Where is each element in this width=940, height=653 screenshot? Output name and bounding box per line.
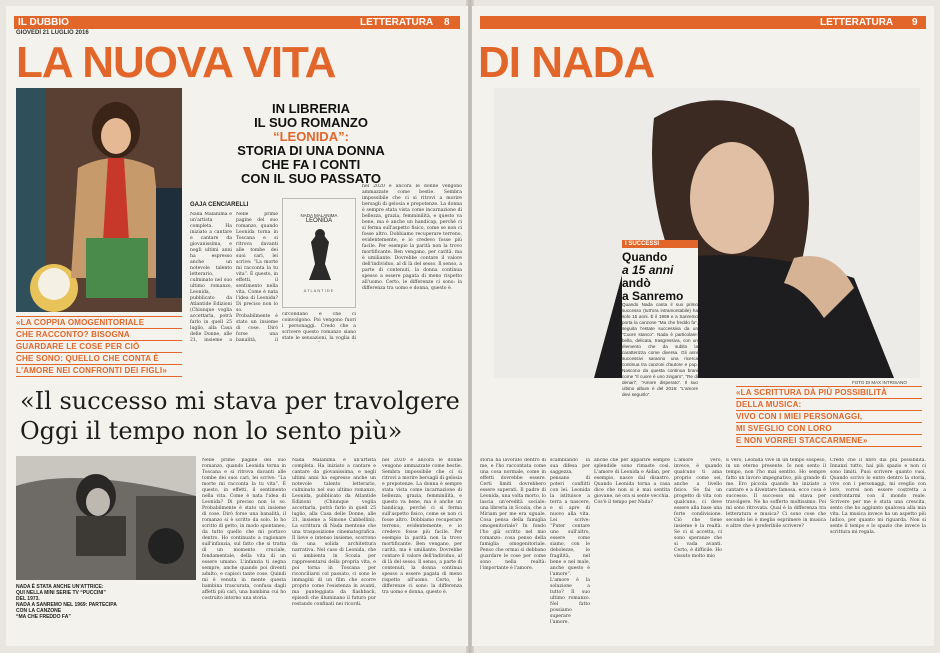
book-cover-title: LEONIDA <box>305 218 333 224</box>
page-number-right: 9 <box>912 17 918 28</box>
left-body-col-4: nel 2020 e ancora le donne vengono ammazzate come bestie. Sembra impossibile che ci si ritrovi a morire bersagli di gelosia e prepotenze. La donna è sempre stata vista come incarnazione di bellezza, grazia, femminilità, e questo va bene, ma è anche un handicap, perché ci si ferma sull'aspetto fisico, come se non ci fosse altro. Dobbiamo recuperare terreno, evidentemente, e io credevo fosse più facile. Per esempio la parità non la trovo mortificante. Ben vengano, per carità, ma è umiliante. Dovrebbe contare il valore dell'individuo, al di là del sesso. Il senso, a parte di contenuti, la donna continua spesso a essere pagata di meno rispetto all'uomo. Certo, le differenze ci sono: la differenza tra uomo e donna, questo è. <box>362 184 462 291</box>
left-pull-quote-line: GUARDARE LE COSE PER CIÒ <box>16 340 182 352</box>
nada-young-photo <box>16 88 182 312</box>
big-quote-line-1: «Il successo mi stava per travolgere <box>20 387 460 415</box>
right-body-col-5: E vero, Leonida vive in un tempo sospeso, in un eterno presente. Io non sento il tempo, non l'ho mai sentito. Ho sempre fatto un lavoro impegnativo, più grande di me. Ero piccola quando ho iniziato a cantare e a diventare famosa, ecco cosa è successo. Il successo mi stava per travolgere. Ne ho sofferto moltissimo. Poi mi sono ritrovata. Qual è la differenza tra letteratura e musica? Ci sono cose che secondo lei è meglio esprimere in musica e altre che è preferibile scrivere? <box>726 458 826 529</box>
book-cover <box>282 198 356 308</box>
caption-line: QUI NELLA MINI SERIE TV “PUCCINI” <box>16 590 106 596</box>
sidebar-title-line: Quando <box>622 250 668 264</box>
right-pull-quote-line: VIVO CON I MIEI PERSONAGGI, <box>736 410 922 422</box>
book-cover-author: NADA MALANIMA <box>300 213 338 218</box>
nada-portrait-photo <box>494 88 920 378</box>
nada-young-illustration <box>16 88 182 312</box>
kicker-line: IN LIBRERIA <box>272 101 350 116</box>
right-body-col-1: storia ha lavorato dentro di me, e l'ho raccontata come una cosa normale, come in effetti dovrebbe essere. Certi limiti dovrebbero essere superati. Il padre di Leonida, una volta morto, lo lascia un'eredità sociale: una libreria in Scozia, che a Miriam per me era uguale. Cosa pensa della famiglia omogenitoriale? In fondo l'ho già scritto nel mio romanzo: cosa penso della famiglia omogenitoriale. Penso che ormai si debbano guardare le cose per come sono nella realtà: l'importante è l'amore. <box>480 458 546 571</box>
left-body-col-7: nel 2020 e ancora le donne vengono ammazzate come bestie. Sembra impossibile che ci si ritrovi a morire bersagli di gelosia e prepotenze. La donna è sempre stata vista come incarnazione di bellezza, grazia, femminilità, e questo va bene, ma è anche un handicap, perché ci si ferma sull'aspetto fisico, come se non ci fosse altro. Dobbiamo recuperare terreno, evidentemente, e io credevo fosse più facile. Per esempio la parità non la trovo mortificante. Ben vengano, per carità, ma è umiliante. Dovrebbe contare il valore dell'individuo, al di là del sesso. Il senso, a parte di contenuti, la donna continua spesso a essere pagata di meno rispetto all'uomo. Certo, le differenze ci sono: la differenza tra uomo e donna, questo è. <box>382 458 462 595</box>
right-body-col-6: Credo che il libro dia più possibilità. Innanzi tutto, hai più spazio e non ci sono limiti. Puoi scrivere quanto vuoi. Quando scrivo lo entro dentro la storia, vivo con i personaggi, mi sveglio con loro, vorrei non essere costretta a confrontarmi con il mondo reale. Scrivere per me è stata una crescita, sento che ho aggiunto qualcosa alla mia vita. La musica invece ha un aspetto più ludico, per quanto mi riguarda. Non si sente il tempo e lo spazio che invece la scrittura mi regala. <box>830 458 926 535</box>
page-number-left: 8 <box>444 17 450 28</box>
right-pull-quote-line: «LA SCRITTURA DÀ PIÙ POSSIBILITÀ <box>736 386 922 398</box>
left-body-col-6: Nada Malanima è un'artista completa. Ha iniziato a cantare e cantare da giovanissima, e negli ultimi anni ha espresso anche un notevole talento letterario, culminato nel suo ultimo romanzo, Leonida, pubblicato da Atlantide Edizioni (Chiunque voglia accettarla, potrà farlo in quell 25 luglio, alla Casa delle Donne, alle 21, insieme a Simone Cabbellini). La scrittura di Nada mentone che una trasposizione cinematografica. Il lieve e intenso insieme, scorrono da una solida architettura narrativa. Nel caso di Leonida, che si ambienta in Scozia per rappresentarsi della propria vita, e poi torna in Toscana per riconciliarsi col passato, ci sono le immagini di un film che scorre proprio come l'esistenza in avanti, ma punteggiata da flashback, episodi che illuminano il futuro pur restando confinati nei ricordi. <box>292 458 376 607</box>
right-body-col-2: scambiando la sua difesa per saggezza, pensano di poteri conflitti con lei. Leonida la istituisce a terra a nascere, e si apre di nuovo alla vita. Lei scrive: “Puter contare uno sull'altro, essere come siamo, con le debolezze, le fragilità, nel bene e nel male, anche questo è l'amore”. L'amore è la soluzione a tutto? Il suo ultimo romanzo. Nel fatto possiamo superare l'amore. <box>550 458 590 625</box>
left-body-col-3: circondano e che ci coinvolgono. Poi vengono fuori i personaggi. Credo che a scrivere questo romanzo siano state le sensazioni, la voglia di <box>282 312 356 341</box>
left-pull-quote-line: CHE SONO: QUELLO CHE CONTA È <box>16 352 182 364</box>
photo-credit: FOTO DI MAX INTRISANO <box>852 380 907 385</box>
sidebar-tag: I SUCCESSI <box>622 240 698 248</box>
left-page <box>6 6 468 646</box>
left-body-col-1: Nada Malanima è un'artista completa. Ha iniziato a cantare e cantare da giovanissima, e negli ultimi anni ha espresso anche un notevole talento letterario, culminato nel suo ultimo romanzo, Leonida, pubblicato da Atlantide Edizioni (Chiunque voglia accettarla, potrà farlo in quell 25 luglio, alla Casa delle Donne, alle 21, insieme a <box>190 212 232 342</box>
left-pull-quote <box>16 316 182 377</box>
right-pull-quote-line: DELLA MUSICA: <box>736 398 922 410</box>
left-pull-quote-line: L'AMORE NEI CONFRONTI DEI FIGLI» <box>16 364 182 377</box>
kicker-line: CHE FA I CONTI <box>261 157 361 172</box>
section-il-dubbio: IL DUBBIO <box>18 17 69 28</box>
caption-line: “MA CHE FREDDO FA” <box>16 614 71 620</box>
right-page <box>472 6 934 646</box>
caption-line: DEL 1973. <box>16 596 40 602</box>
caption-line: NADA È STATA ANCHE UN'ATTRICE: <box>16 584 104 590</box>
kicker-line: “LEONIDA”: <box>273 129 349 144</box>
book-cover-publisher: ATLANTIDE <box>303 288 335 293</box>
sidebar-title <box>622 251 698 303</box>
kicker-line: IL SUO ROMANZO <box>254 115 368 130</box>
right-pull-quote-line: MI SVEGLIO CON LORO <box>736 422 922 434</box>
section-letteratura-left: LETTERATURA <box>360 17 434 28</box>
kicker-line: CON IL SUO PASSATO <box>241 171 381 186</box>
sidebar-title-line: a Sanremo <box>622 289 684 303</box>
kicker-line: STORIA DI UNA DONNA <box>237 143 385 158</box>
photo-caption <box>16 584 196 620</box>
issue-date: GIOVEDÌ 21 LUGLIO 2016 <box>16 30 89 36</box>
left-body-col-5: Nelle prime pagine del suo romanzo, quando Leonida torna in Toscana e si ritrova davanti alle tombe dei suoi cari, lei scrive: “La morte mi racconta la tu vita”. È questo, in effetti, il sentimento nella vita. Come è nata l'idea di Leonida? Di preciso non lo so. Probabilmente è stato un insieme di cose. Dirò forse una banalità, il romanzo si è scritto da solo. Io ho scritto di getto, in modo spontaneo, da tutto quello che mi portavo dentro. Ho continuato a ragionare sull'infanzia, sul fatto che si tratta di un momento cruciale, fondamentale, della vita di un essere umano. L'infanzia ti segna sempre, anche quando poi diventi adulto, e capisci tante cose. Quindi mi è venuta in mente questa bambina trascurata, confusa dagli affetti più cari, una bambina cui ho costruito intorno una storia. <box>202 458 286 601</box>
caption-line: CON LA CANZONE <box>16 608 62 614</box>
big-quote-line-2: Oggi il tempo non lo sento più» <box>20 417 403 445</box>
sidebar-body: Quando Nada canta il suo primo successo (tutt'ora intramontabile) ha solo 15 anni. È il 1969 e a Sanremo porta la canzone “Ma che freddo fa”, seguita l'estate successiva da un “Cuore stanco”. Nada è particolare: bella, delicata, trasgressiva, con un elemento che da subito la caratterizza come diversa. Gli anni successivi saranno una ricerca continua tra canzoni d'autore e pop. Nascono da questa continua brani come “Il cuore è uno zingaro”, “Re di denari”, “Amore disperato”. Il suo ultimo album è del 2016: “L'amore devi seguirlo”. <box>622 302 698 397</box>
book-cover-figure <box>283 224 357 284</box>
right-section-bar <box>480 16 926 29</box>
left-section-bar <box>14 16 460 29</box>
right-pull-quote <box>736 386 922 447</box>
left-body-col-2: Nelle prime pagine del suo romanzo, quando Leonida torna in Toscana e si ritrova davanti alle tombe dei suoi cari, lei scrive: “La morte mi racconta la tu vita”. È questo, in effetti, il sentimento nella vita. Come è nata l'idea di Leonida? Di preciso non lo so. Probabilmente è stato un insieme di cose. Dirò forse una banalità, il <box>236 212 278 342</box>
section-letteratura-right: LETTERATURA <box>820 17 894 28</box>
headline-left: LA NUOVA VITA <box>16 38 336 87</box>
nada-actress-illustration <box>16 456 196 580</box>
kicker <box>236 102 386 186</box>
nada-portrait-illustration <box>494 88 920 378</box>
caption-line: NADA A SANREMO NEL 1969: PARTECIPA <box>16 602 117 608</box>
left-pull-quote-line: CHE RACCONTO? BISOGNA <box>16 328 182 340</box>
nada-actress-photo <box>16 456 196 580</box>
right-pull-quote-line: E NON VORREI STACCARMENE» <box>736 434 922 447</box>
headline-right: DI NADA <box>478 38 655 87</box>
sidebar-title-line: a 15 anni <box>622 263 674 277</box>
sidebar-title-line: andò <box>622 276 651 290</box>
article-author: GAJA CENCIARELLI <box>190 202 249 208</box>
left-pull-quote-line: «LA COPPIA OMOGENITORIALE <box>16 316 182 328</box>
right-body-col-4: L'amore vero, invece, è quando qualcuno ti ama proprio come sei, anche a livello fisico. Se fai un progetto di vita con qualcuno, ci deve essere alla base una forte condivisione. Ciò che tiene insieme è la realtà. Se ci si accetta, ci sono speranze che si vada avanti. Certo, è difficile. Ho vissuto molto mio <box>674 458 722 559</box>
right-body-col-3: anche che per apparire sempre splendide sono rimaste così. L'amore di Leonida e Aidan, per esempio, nasce dal disastro. Quando Leonida torna a casa dice che non si è mai sentita giovane, né ora si sente vecchia. Cos'è il tempo per Nada? <box>594 458 670 505</box>
